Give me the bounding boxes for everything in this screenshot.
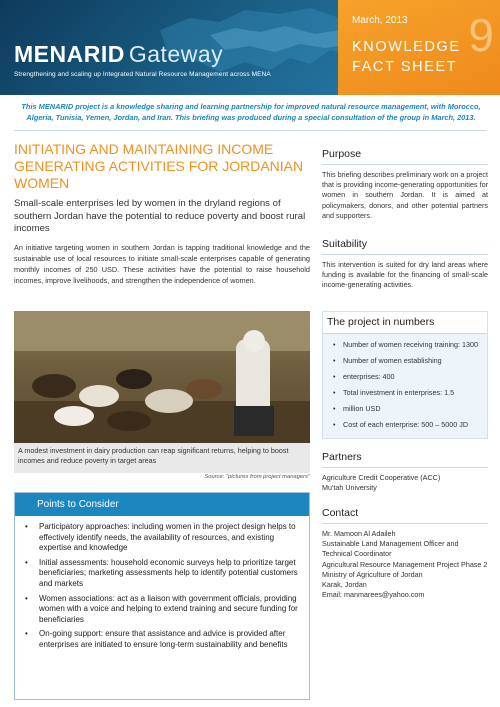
article-title: INITIATING AND MAINTAINING INCOME GENERATING ACTIVITIES FOR JORDANIAN WOMEN <box>14 141 304 191</box>
contact-email: Email: manmarees@yahoo.com <box>322 590 425 600</box>
list-item: • Number of women receiving training: 1300 <box>343 340 483 351</box>
partners-heading: Partners <box>322 451 488 468</box>
numbers-list <box>323 334 487 438</box>
points-to-consider-box <box>14 492 310 700</box>
suitability-text: This intervention is suited for dry land areas where funding is available for the financing of small-scale income-generating activities. <box>322 260 488 290</box>
partners-line: Agriculture Credit Cooperative (ACC) <box>322 472 441 482</box>
purpose-text: This briefing describes preliminary work on a project that is providing income-generating opportunities for women in southern Jordan. It is aimed at policymakers, donors, and other potential partners and supporters. <box>322 170 488 220</box>
points-heading: Points to Consider <box>15 493 309 516</box>
goats-photo <box>14 311 310 443</box>
list-item: • Cost of each enterprise: 500 – 5000 JD <box>343 420 483 431</box>
sidebar <box>322 148 488 600</box>
issue-date: March, 2013 <box>352 15 408 26</box>
list-item: • On-going support: ensure that assistance and advice is provided after enterprises are initiated to ensure long-term sustainability and benefits <box>39 629 299 650</box>
issue-number: 9 <box>468 9 494 61</box>
numbers-box <box>322 311 488 439</box>
photo-caption: A modest investment in dairy production can reap significant returns, helping to boost incomes and reduce poverty in target areas <box>14 443 310 473</box>
list-item: • enterprises: 400 <box>343 372 483 383</box>
contact-line: Sustainable Land Management Officer and Technical Coordinator <box>322 539 459 559</box>
fact-sheet-panel <box>338 0 500 95</box>
contact-line: Ministry of Agriculture of Jordan <box>322 569 423 579</box>
photo-source: Source: "pictures from project managers" <box>204 474 310 480</box>
contact-heading: Contact <box>322 507 488 524</box>
list-item: • Total investment in enterprises: 1.5 <box>343 388 483 399</box>
list-item: • Participatory approaches: including women in the project design helps to effectively identify needs, the availability of resources, and existing expertise and knowledge <box>39 522 299 554</box>
list-item: • Women associations: act as a liaison with government officials, providing women with a voice and helping to extend training and secure funding for beneficiaries <box>39 594 299 626</box>
list-item: • Number of women establishing <box>343 356 483 367</box>
list-item: • million USD <box>343 404 483 415</box>
intro-text: This MENARID project is a knowledge sharing and learning partnership for improved natural resource management, with Morocco, Algeria, Tunisia, Yemen, Jordan, and Iran. This briefing was produced during a special consultation of the group in March, 2013. <box>21 102 481 122</box>
points-list <box>15 516 309 651</box>
contact-line: Mr. Mamoon Al Adaileh <box>322 529 396 539</box>
list-item: • Initial assessments: household economic surveys help to prioritize target beneficiaries; marketing assessments help to identify potential customers and markets <box>39 558 299 590</box>
purpose-heading: Purpose <box>322 148 488 165</box>
article-body: An initiative targeting women in southern Jordan is tapping traditional knowledge and the sustainable use of local resources to initiate small-scale enterprises capable of generating monthly incomes of 250 USD. These activities have the potential to raise household incomes, improve livelihoods, and strengthen the independence of women. <box>14 243 310 285</box>
contact-line: Agricultural Resource Management Project Phase 2 <box>322 559 488 569</box>
header-banner <box>0 0 500 95</box>
article-subtitle: Small-scale enterprises led by women in the dryland regions of southern Jordan have the potential to reduce poverty and boost rural incomes <box>14 198 306 234</box>
divider <box>14 130 486 131</box>
suitability-heading: Suitability <box>322 238 488 255</box>
menarid-logo: MENARID Gateway <box>14 41 224 67</box>
fact-sheet-title: KNOWLEDGE FACT SHEET <box>352 39 461 75</box>
contact-line: Karak, Jordan <box>322 580 367 590</box>
tagline: Strengthening and scaling up Integrated Natural Resource Management across MENA <box>14 71 271 78</box>
partners-line: Mu'tah University <box>322 482 377 492</box>
numbers-heading: The project in numbers <box>323 312 487 334</box>
